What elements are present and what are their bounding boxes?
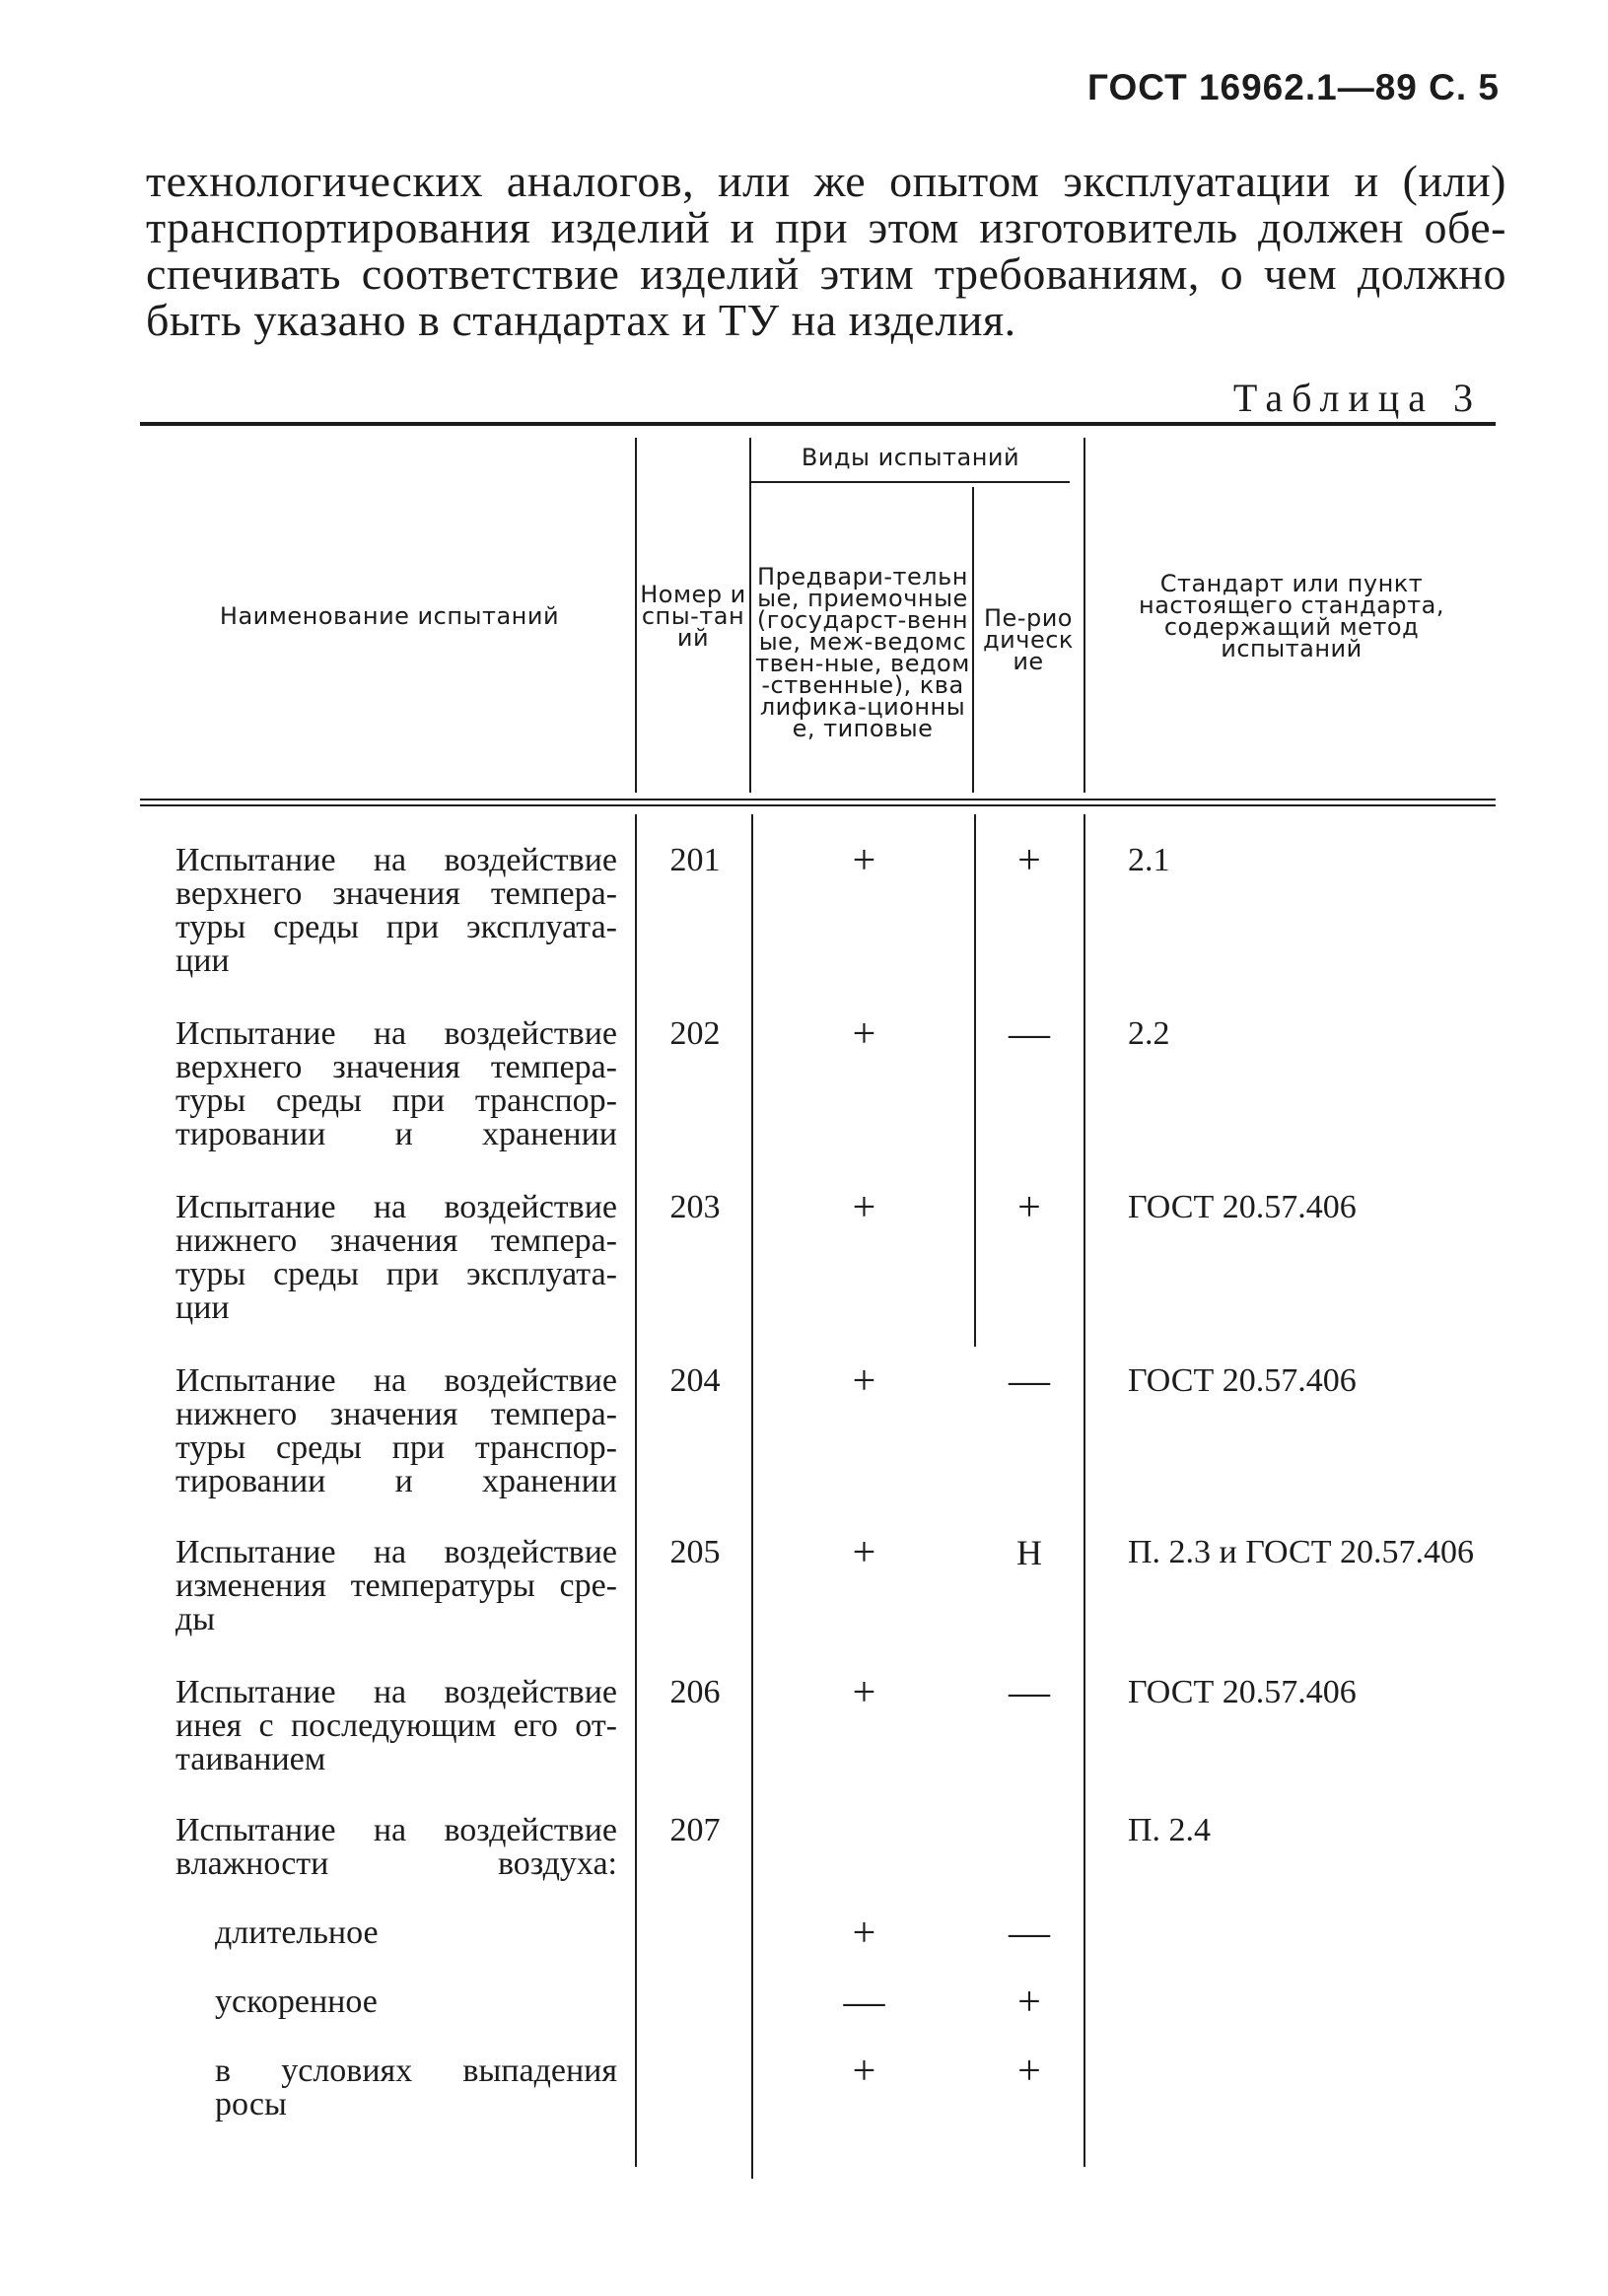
test-number: 204: [669, 1362, 721, 1399]
header-periodic: Пе-риодические: [983, 604, 1074, 675]
periodic-mark: —: [1009, 1670, 1050, 1715]
periodic-mark: +: [1017, 1185, 1041, 1230]
header-standard: Стандарт или пункт настоящего стандарта, содержащий метод испытаний: [1139, 570, 1444, 662]
standard-ref: 2.2: [1128, 1015, 1170, 1052]
intro-line: транспортирования изделий и при этом изготовитель должен обе-: [146, 202, 1506, 252]
test-name: Испытание на воздействие инея с последующим его от- таиванием: [175, 1674, 617, 1777]
periodic-mark: —: [1009, 1358, 1050, 1404]
preliminary-mark: +: [852, 1358, 876, 1404]
test-number: 202: [669, 1015, 721, 1052]
column-divider-4: [1084, 438, 1085, 793]
header-types-group: Виды испытаний: [801, 444, 1020, 471]
standard-ref: ГОСТ 20.57.406: [1128, 1189, 1357, 1225]
column-divider-1: [635, 438, 637, 793]
preliminary-mark: +: [852, 838, 876, 883]
test-name: Испытание на воздействие верхнего значения темпера- туры среды при эксплуата- ции: [175, 842, 617, 979]
header-bottom-rule: [140, 799, 1496, 800]
periodic-mark: Н: [1016, 1533, 1042, 1572]
body-divider-1: [635, 814, 637, 2167]
table-top-rule: [140, 422, 1496, 426]
preliminary-mark: +: [852, 1670, 876, 1715]
test-number: 207: [669, 1812, 721, 1848]
preliminary-mark: +: [852, 1530, 876, 1575]
periodic-mark: +: [1017, 2049, 1041, 2094]
standard-ref: ГОСТ 20.57.406: [1128, 1674, 1357, 1710]
test-name: Испытание на воздействие нижнего значения темпера- туры среды при эксплуата- ции: [175, 1189, 617, 1326]
preliminary-mark: +: [852, 1911, 876, 1956]
body-divider-4: [1084, 814, 1085, 2167]
column-divider-2: [749, 438, 751, 793]
header-name: Наименование испытаний: [219, 602, 560, 630]
header-number: Номер испы-таний: [640, 581, 746, 652]
intro-line: быть указано в стандартах и ТУ на изделия.: [146, 295, 1016, 345]
intro-line: спечивать соответствие изделий этим требованиям, о чем должно: [146, 248, 1506, 299]
test-name: Испытание на воздействие верхнего значения темпера- туры среды при транспор- тировании и хранении: [175, 1015, 617, 1152]
body-divider-3: [974, 814, 976, 1347]
standard-ref: П. 2.3 и ГОСТ 20.57.406: [1128, 1534, 1474, 1570]
periodic-mark: +: [1017, 838, 1041, 883]
test-name: Испытание на воздействие нижнего значения темпера- туры среды при транспор- тировании и хранении: [175, 1362, 617, 1499]
intro-paragraph: [146, 158, 1506, 343]
standard-ref: П. 2.4: [1128, 1812, 1212, 1848]
test-subtype: длительное: [215, 1914, 379, 1951]
test-name: Испытание на воздействие влажности воздуха:: [175, 1812, 617, 1882]
standard-ref: ГОСТ 20.57.406: [1128, 1362, 1357, 1399]
periodic-mark: —: [1009, 1011, 1050, 1057]
table-caption: Таблица 3: [1232, 376, 1482, 420]
test-number: 206: [669, 1674, 721, 1710]
test-subtype: ускоренное: [215, 1983, 378, 2020]
test-number: 201: [669, 842, 721, 878]
column-divider-3: [972, 487, 974, 793]
page-header: ГОСТ 16962.1—89 С. 5: [1087, 67, 1500, 107]
header-preliminary: Предвари-тельные, приемочные (государст-венные, меж-ведомствен-ные, ведом-ственные), квалифика-ционные, типовые: [755, 563, 970, 742]
intro-line: технологических аналогов, или же опытом эксплуатации и (или): [146, 156, 1506, 206]
periodic-mark: +: [1017, 1980, 1041, 2025]
header-bottom-rule-2: [140, 804, 1496, 806]
test-number: 203: [669, 1189, 721, 1225]
test-name: Испытание на воздействие изменения температуры сре- ды: [175, 1534, 617, 1637]
test-number: 205: [669, 1534, 721, 1570]
preliminary-mark: +: [852, 1011, 876, 1057]
standard-ref: 2.1: [1128, 842, 1170, 878]
types-group-rule: [751, 481, 1070, 483]
preliminary-mark: +: [852, 1185, 876, 1230]
preliminary-mark: —: [843, 1980, 885, 2025]
test-subtype: в условиях выпадения росы: [215, 2052, 617, 2122]
preliminary-mark: +: [852, 2049, 876, 2094]
periodic-mark: —: [1009, 1911, 1050, 1956]
